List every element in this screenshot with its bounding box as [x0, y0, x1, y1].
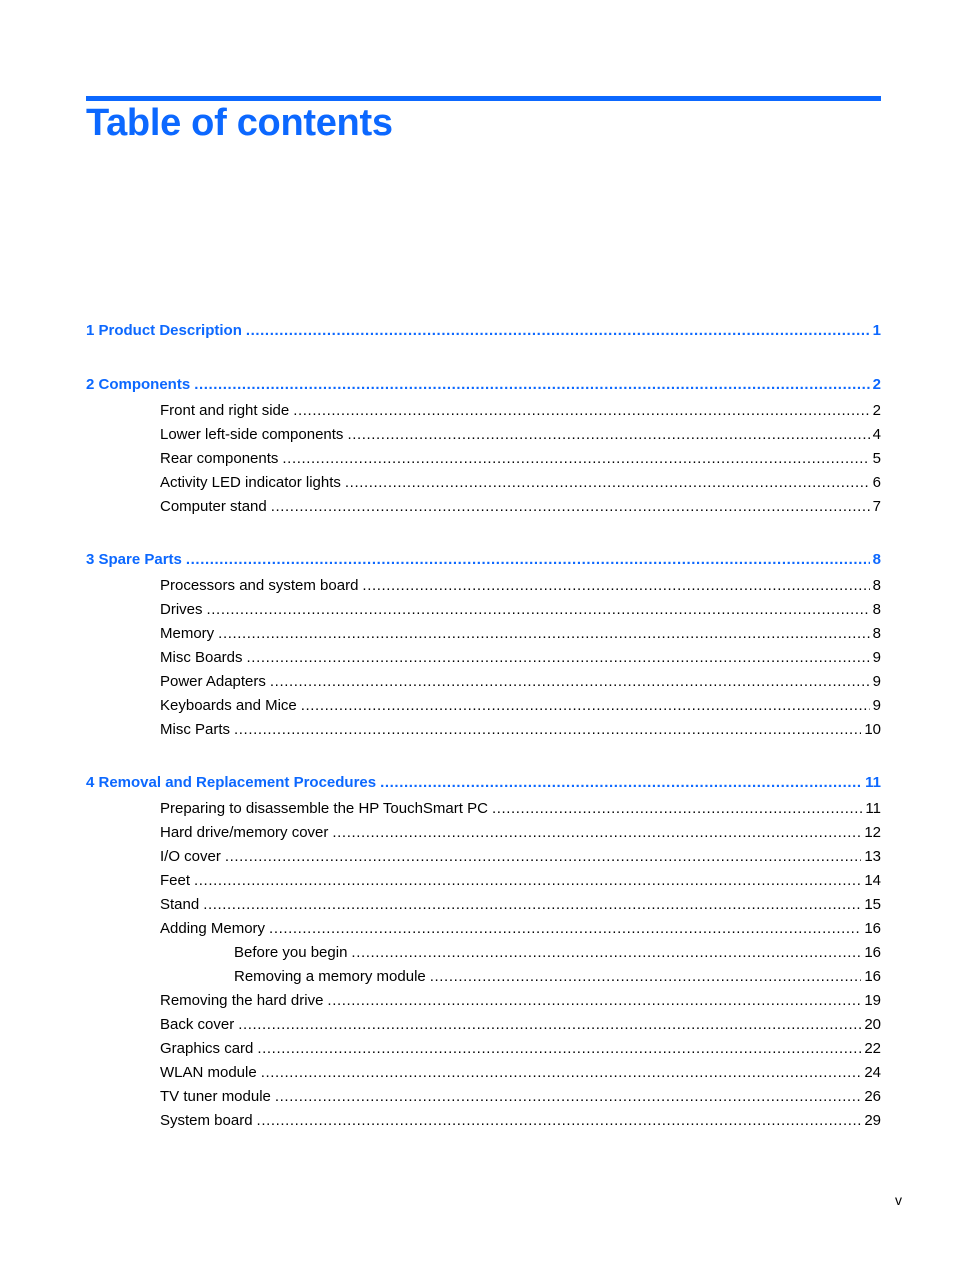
toc-section-processors-and-system-board[interactable]	[160, 576, 881, 596]
toc-leader-dots	[380, 773, 862, 793]
toc-section-computer-stand[interactable]	[160, 497, 881, 517]
toc-leader-dots	[246, 321, 870, 341]
toc-leader-dots	[351, 943, 861, 963]
toc-leader-dots	[207, 600, 870, 620]
toc-entry-label: Hard drive/memory cover	[160, 824, 329, 841]
toc-leader-dots	[257, 1039, 861, 1059]
toc-entry-label: Graphics card	[160, 1040, 254, 1057]
toc-page-number: 16	[864, 968, 881, 985]
toc-entry-label: Misc Boards	[160, 649, 243, 666]
toc-section-io-cover[interactable]	[160, 847, 881, 867]
toc-page-number: 7	[872, 498, 881, 515]
toc-leader-dots	[362, 576, 869, 596]
toc-section-back-cover[interactable]	[160, 1015, 881, 1035]
toc-entry-label: Removing the hard drive	[160, 992, 324, 1009]
toc-section-graphics-card[interactable]	[160, 1039, 881, 1059]
toc-page-number: 29	[864, 1112, 881, 1129]
toc-entry-label: 2 Components	[86, 376, 191, 393]
toc-page-number: 4	[872, 426, 881, 443]
toc-section-system-board[interactable]	[160, 1111, 881, 1131]
toc-chapter-2[interactable]	[86, 375, 881, 395]
toc-page-number: 16	[864, 920, 881, 937]
toc-entry-label: Activity LED indicator lights	[160, 474, 341, 491]
toc-leader-dots	[347, 425, 869, 445]
page-number: v	[895, 1192, 902, 1208]
toc-page-number: 13	[864, 848, 881, 865]
toc-leader-dots	[218, 624, 869, 644]
toc-entry-label: Before you begin	[234, 944, 348, 961]
toc-section-stand[interactable]	[160, 895, 881, 915]
toc-leader-dots	[261, 1063, 862, 1083]
toc-entry-label: Adding Memory	[160, 920, 266, 937]
toc-page-number: 10	[864, 721, 881, 738]
toc-leader-dots	[257, 1111, 862, 1131]
toc-page-number: 9	[872, 649, 881, 666]
toc-page-number: 8	[872, 625, 881, 642]
toc-chapter-4[interactable]	[86, 773, 881, 793]
toc-leader-dots	[327, 991, 861, 1011]
toc-page-number: 2	[872, 402, 881, 419]
toc-chapter-3[interactable]	[86, 550, 881, 570]
toc-section-rear-components[interactable]	[160, 449, 881, 469]
toc-page-number: 8	[872, 551, 881, 568]
toc-leader-dots	[270, 672, 870, 692]
toc-page-number: 20	[864, 1016, 881, 1033]
toc-leader-dots	[234, 720, 861, 740]
toc-page-number: 11	[865, 800, 881, 817]
toc-entry-label: Rear components	[160, 450, 279, 467]
toc-page-number: 19	[864, 992, 881, 1009]
toc-leader-dots	[430, 967, 862, 987]
toc-entry-label: 1 Product Description	[86, 322, 242, 339]
toc-section-activity-led-indicator-lights[interactable]	[160, 473, 881, 493]
toc-entry-label: I/O cover	[160, 848, 221, 865]
toc-section-front-and-right-side[interactable]	[160, 401, 881, 421]
toc-section-memory[interactable]	[160, 624, 881, 644]
toc-section-lower-left-side-components[interactable]	[160, 425, 881, 445]
toc-leader-dots	[194, 871, 861, 891]
toc-section-power-adapters[interactable]	[160, 672, 881, 692]
toc-entry-label: Stand	[160, 896, 200, 913]
toc-leader-dots	[332, 823, 861, 843]
toc-entry-label: Memory	[160, 625, 215, 642]
toc-leader-dots	[301, 696, 870, 716]
toc-leader-dots	[345, 473, 870, 493]
toc-entry-label: Misc Parts	[160, 721, 231, 738]
toc-section-adding-memory[interactable]	[160, 919, 881, 939]
toc-entry-label: Power Adapters	[160, 673, 266, 690]
toc-entry-label: Back cover	[160, 1016, 235, 1033]
toc-entry-label: Front and right side	[160, 402, 290, 419]
toc-page-number: 22	[864, 1040, 881, 1057]
toc-page-number: 8	[872, 601, 881, 618]
toc-page-number: 11	[865, 774, 881, 791]
toc-leader-dots	[203, 895, 861, 915]
toc-page-number: 9	[872, 697, 881, 714]
toc-section-hard-drive-memory-cover[interactable]	[160, 823, 881, 843]
toc-page-number: 26	[864, 1088, 881, 1105]
toc-leader-dots	[293, 401, 869, 421]
toc-page-number: 15	[864, 896, 881, 913]
toc-section-removing-the-hard-drive[interactable]	[160, 991, 881, 1011]
toc-section-misc-boards[interactable]	[160, 648, 881, 668]
toc-page-number: 5	[872, 450, 881, 467]
toc-entry-label: WLAN module	[160, 1064, 257, 1081]
toc-entry-label: Feet	[160, 872, 191, 889]
toc-leader-dots	[225, 847, 861, 867]
toc-section-misc-parts[interactable]	[160, 720, 881, 740]
toc-entry-label: System board	[160, 1112, 253, 1129]
toc-page-number: 9	[872, 673, 881, 690]
toc-entry-label: Drives	[160, 601, 203, 618]
toc-leader-dots	[186, 550, 870, 570]
toc-page-number: 8	[872, 577, 881, 594]
toc-section-feet[interactable]	[160, 871, 881, 891]
toc-page-number: 12	[864, 824, 881, 841]
toc-page-number: 6	[872, 474, 881, 491]
toc-leader-dots	[492, 799, 862, 819]
toc-subsection-removing-a-memory-module[interactable]	[234, 967, 881, 987]
toc-page-number: 24	[864, 1064, 881, 1081]
toc-entry-label: TV tuner module	[160, 1088, 271, 1105]
toc-entry-label: Keyboards and Mice	[160, 697, 297, 714]
toc-entry-label: Computer stand	[160, 498, 267, 515]
toc-section-wlan-module[interactable]	[160, 1063, 881, 1083]
toc-chapter-1[interactable]	[86, 321, 881, 341]
toc-section-tv-tuner-module[interactable]	[160, 1087, 881, 1107]
toc-leader-dots	[194, 375, 869, 395]
toc-section-drives[interactable]	[160, 600, 881, 620]
toc-leader-dots	[238, 1015, 861, 1035]
page-title: Table of contents	[86, 102, 393, 144]
toc-page-number: 16	[864, 944, 881, 961]
toc-entry-label: 4 Removal and Replacement Procedures	[86, 774, 377, 791]
toc-leader-dots	[282, 449, 869, 469]
toc-leader-dots	[275, 1087, 861, 1107]
toc-subsection-before-you-begin[interactable]	[234, 943, 881, 963]
toc-entry-label: Lower left-side components	[160, 426, 344, 443]
toc-leader-dots	[247, 648, 870, 668]
toc-leader-dots	[269, 919, 861, 939]
toc-section-keyboards-and-mice[interactable]	[160, 696, 881, 716]
toc-entry-label: 3 Spare Parts	[86, 551, 182, 568]
toc-leader-dots	[271, 497, 870, 517]
toc-entry-label: Processors and system board	[160, 577, 359, 594]
toc-page-number: 2	[872, 376, 881, 393]
toc-page-number: 1	[872, 322, 881, 339]
toc-page-number: 14	[864, 872, 881, 889]
toc-section-preparing-to-disassemble[interactable]	[160, 799, 881, 819]
toc-entry-label: Preparing to disassemble the HP TouchSmart PC	[160, 800, 488, 817]
toc-entry-label: Removing a memory module	[234, 968, 426, 985]
